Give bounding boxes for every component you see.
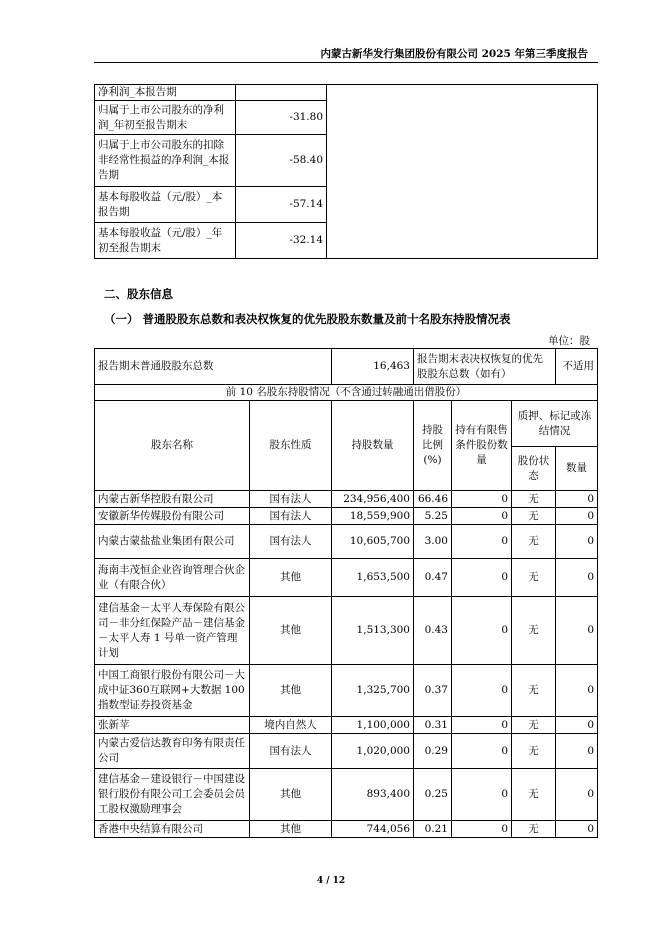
table-row: [95, 734, 598, 769]
table-row: [95, 597, 598, 665]
holder-shares: 18,559,900: [332, 508, 414, 525]
holder-pledge-qty: 0: [556, 508, 598, 525]
indicator-value: -57.14: [236, 187, 327, 223]
header-rule: [94, 62, 598, 63]
holder-pledge-qty: 0: [556, 821, 598, 838]
holder-name: 内蒙古新华控股有限公司: [95, 491, 250, 508]
indicator-label: 净利润_本报告期: [95, 85, 236, 101]
holder-restricted: 0: [452, 508, 512, 525]
section-title: 二、股东信息: [104, 287, 173, 301]
holder-ratio: 0.21: [414, 821, 452, 838]
indicator-value: -58.40: [236, 135, 327, 187]
indicator-label: 基本每股收益（元/股）_年初至报告期末: [95, 223, 236, 259]
holder-restricted: 0: [452, 559, 512, 597]
holder-name: 建信基金－太平人寿保险有限公司－非分红保险产品－建信基金－太平人寿 1 号单一资产管理计划: [95, 597, 250, 665]
indicator-value: -31.80: [236, 101, 327, 135]
holder-restricted: 0: [452, 769, 512, 821]
col-header-restricted: 持有有限售条件股份数量: [452, 401, 512, 491]
holder-pledge-status: 无: [512, 508, 556, 525]
holder-pledge-status: 无: [512, 769, 556, 821]
indicator-label: 归属于上市公司股东的扣除非经常性损益的净利润_本报告期: [95, 135, 236, 187]
holder-restricted: 0: [452, 665, 512, 717]
holder-pledge-qty: 0: [556, 734, 598, 769]
indicator-label: 基本每股收益（元/股）_本报告期: [95, 187, 236, 223]
holder-pledge-qty: 0: [556, 491, 598, 508]
col-header-pledge-status: 股份状态: [512, 447, 556, 491]
holder-ratio: 0.47: [414, 559, 452, 597]
table-row: [95, 491, 598, 508]
holder-nature: 其他: [250, 821, 332, 838]
holder-nature: 国有法人: [250, 491, 332, 508]
col-header-pledge: 质押、标记或冻结情况: [512, 401, 598, 447]
holder-pledge-status: 无: [512, 525, 556, 559]
top10-title: 前 10 名股东持股情况（不含通过转融通出借股份）: [95, 385, 598, 401]
indicator-label: 归属于上市公司股东的净利润_年初至报告期末: [95, 101, 236, 135]
unit-label: 单位：股: [548, 335, 590, 347]
holder-nature: 其他: [250, 597, 332, 665]
holder-shares: 10,605,700: [332, 525, 414, 559]
section-subtitle: （一） 普通股股东总数和表决权恢复的优先股股东数量及前十名股东持股情况表: [104, 312, 511, 326]
holder-pledge-qty: 0: [556, 717, 598, 734]
pref-holders-label: 报告期末表决权恢复的优先股股东总数（如有）: [414, 349, 556, 385]
holder-name: 内蒙古爱信达教育印务有限责任公司: [95, 734, 250, 769]
table-row: [95, 525, 598, 559]
holder-ratio: 0.31: [414, 717, 452, 734]
holder-pledge-qty: 0: [556, 769, 598, 821]
holder-pledge-status: 无: [512, 821, 556, 838]
col-header-pledge-qty: 数量: [556, 447, 598, 491]
table-row: [95, 821, 598, 838]
holder-name: 内蒙古蒙盐盐业集团有限公司: [95, 525, 250, 559]
holder-pledge-status: 无: [512, 717, 556, 734]
holder-pledge-status: 无: [512, 665, 556, 717]
holder-nature: 其他: [250, 559, 332, 597]
holder-ratio: 66.46: [414, 491, 452, 508]
table-row: [95, 717, 598, 734]
report-header: 内蒙古新华发行集团股份有限公司 2025 年第三季度报告: [320, 48, 588, 60]
holder-pledge-status: 无: [512, 597, 556, 665]
holder-name: 安徽新华传媒股份有限公司: [95, 508, 250, 525]
table-row: [95, 769, 598, 821]
holder-ratio: 5.25: [414, 508, 452, 525]
holder-ratio: 3.00: [414, 525, 452, 559]
holder-restricted: 0: [452, 717, 512, 734]
holder-shares: 744,056: [332, 821, 414, 838]
holder-shares: 1,100,000: [332, 717, 414, 734]
holder-pledge-status: 无: [512, 491, 556, 508]
holder-ratio: 0.25: [414, 769, 452, 821]
holder-restricted: 0: [452, 821, 512, 838]
holder-name: 海南丰茂恒企业咨询管理合伙企业（有限合伙）: [95, 559, 250, 597]
holder-shares: 893,400: [332, 769, 414, 821]
holder-shares: 1,020,000: [332, 734, 414, 769]
col-header-nature: 股东性质: [250, 401, 332, 491]
holder-restricted: 0: [452, 597, 512, 665]
holder-restricted: 0: [452, 491, 512, 508]
holder-restricted: 0: [452, 734, 512, 769]
blank-cell: [327, 85, 598, 259]
holder-ratio: 0.43: [414, 597, 452, 665]
holder-nature: 其他: [250, 665, 332, 717]
page-number: 4 / 12: [316, 876, 346, 886]
holder-nature: 境内自然人: [250, 717, 332, 734]
holder-shares: 1,325,700: [332, 665, 414, 717]
col-header-ratio: 持股比例(%): [414, 401, 452, 491]
holder-pledge-qty: 0: [556, 559, 598, 597]
table-row: [95, 508, 598, 525]
table-row: [95, 559, 598, 597]
pref-holders-value: 不适用: [556, 349, 598, 385]
indicator-table: [94, 84, 598, 259]
holder-shares: 1,653,500: [332, 559, 414, 597]
holder-pledge-qty: 0: [556, 597, 598, 665]
indicator-value: -32.14: [236, 223, 327, 259]
indicator-value: [236, 85, 327, 101]
holder-pledge-status: 无: [512, 559, 556, 597]
col-header-shares: 持股数量: [332, 401, 414, 491]
holder-nature: 其他: [250, 769, 332, 821]
col-header-name: 股东名称: [95, 401, 250, 491]
holder-nature: 国有法人: [250, 508, 332, 525]
holder-pledge-status: 无: [512, 734, 556, 769]
total-holders-label: 报告期末普通股股东总数: [95, 349, 332, 385]
holder-ratio: 0.37: [414, 665, 452, 717]
holder-name: 中国工商银行股份有限公司－大成中证360互联网+大数据 100 指数型证券投资基金: [95, 665, 250, 717]
holder-shares: 1,513,300: [332, 597, 414, 665]
total-holders-value: 16,463: [332, 349, 414, 385]
holder-nature: 国有法人: [250, 734, 332, 769]
holder-name: 香港中央结算有限公司: [95, 821, 250, 838]
shareholder-table: [94, 348, 598, 838]
holder-name: 张新苹: [95, 717, 250, 734]
holder-pledge-qty: 0: [556, 665, 598, 717]
holder-pledge-qty: 0: [556, 525, 598, 559]
holder-shares: 234,956,400: [332, 491, 414, 508]
table-row: [95, 665, 598, 717]
holder-nature: 国有法人: [250, 525, 332, 559]
holder-restricted: 0: [452, 525, 512, 559]
holder-name: 建信基金－建设银行－中国建设银行股份有限公司工会委员会员工股权激励理事会: [95, 769, 250, 821]
holder-ratio: 0.29: [414, 734, 452, 769]
